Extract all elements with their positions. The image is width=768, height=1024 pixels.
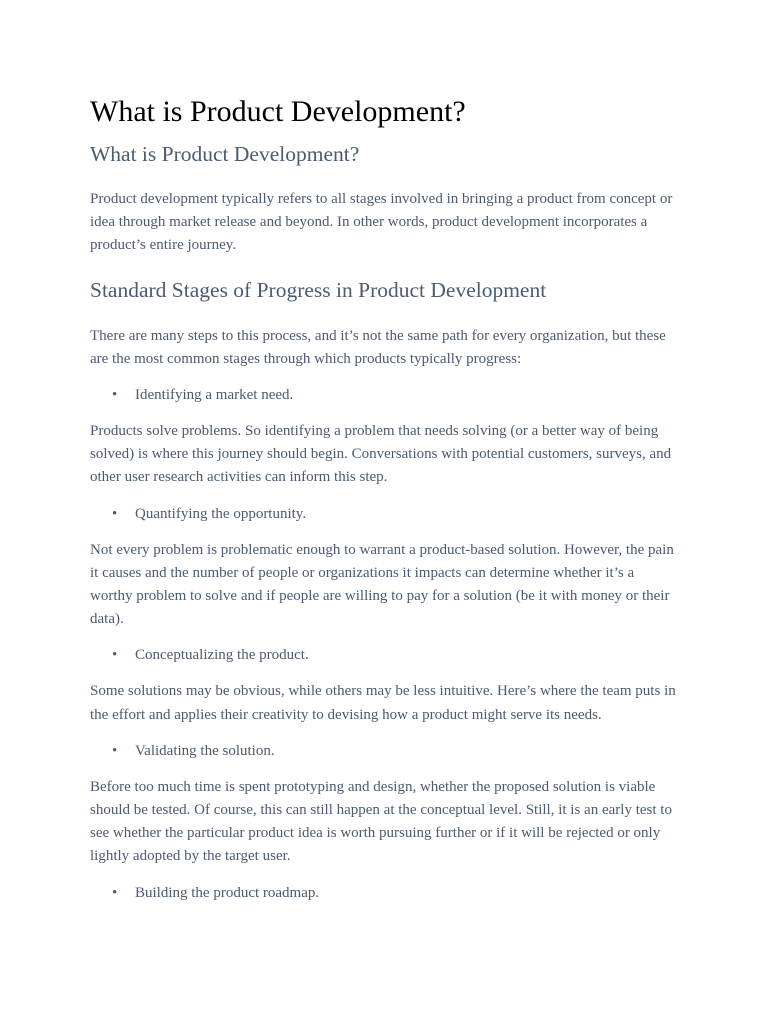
section-heading-what-is: What is Product Development? <box>90 142 360 166</box>
stage-description: Products solve problems. So identifying a problem that needs solving (or a better way of being solved) is where this journey should begin. Conversations with potential customers, surveys, and other user research activities can inform this step. <box>90 423 672 486</box>
stage-list-1 <box>90 384 678 407</box>
stage-list-5 <box>90 882 678 905</box>
list-item <box>90 882 678 905</box>
bullet-icon: • <box>112 884 118 901</box>
stage-description: Some solutions may be obvious, while others may be less intuitive. Here’s where the team puts in the effort and applies their creativity to devising how a product might serve its needs. <box>90 683 676 723</box>
stage-list-3 <box>90 644 678 667</box>
list-item <box>90 644 678 667</box>
stage-bullet-text: Quantifying the opportunity. <box>135 505 307 522</box>
list-item <box>90 740 678 763</box>
stage-description: Before too much time is spent prototyping and design, whether the proposed solution is viable should be tested. Of course, this can still happen at the conceptual level. Still, it is an early test to see whether the particular product idea is worth pursuing further or if it will be rejected or only lightly adopted by the target user. <box>90 778 672 865</box>
list-item <box>90 384 678 407</box>
stage-bullet-text: Validating the solution. <box>135 742 275 759</box>
stage-description: Not every problem is problematic enough to warrant a product-based solution. However, the pain it causes and the number of people or organizations it impacts can determine whether it’s a worthy problem to solve and if people are willing to pay for a solution (be it with money or their data). <box>90 541 674 628</box>
stage-bullet-text: Building the product roadmap. <box>135 884 320 901</box>
stages-intro-paragraph: There are many steps to this process, and it’s not the same path for every organization, but these are the most common stages through which products typically progress: <box>90 327 666 367</box>
stage-list-2 <box>90 503 678 526</box>
section-paragraph-definition: Product development typically refers to all stages involved in bringing a product from concept or idea through market release and beyond. In other words, product development incorporates a product’s entire journey. <box>90 191 673 254</box>
document-title: What is Product Development? <box>90 95 466 128</box>
stage-bullet-text: Identifying a market need. <box>135 387 294 404</box>
section-heading-stages: Standard Stages of Progress in Product Development <box>90 277 547 302</box>
bullet-icon: • <box>112 647 118 664</box>
stage-list-4 <box>90 740 678 763</box>
list-item <box>90 503 678 526</box>
bullet-icon: • <box>112 387 118 404</box>
bullet-icon: • <box>112 505 118 522</box>
bullet-icon: • <box>112 742 118 759</box>
stage-bullet-text: Conceptualizing the product. <box>135 647 309 664</box>
